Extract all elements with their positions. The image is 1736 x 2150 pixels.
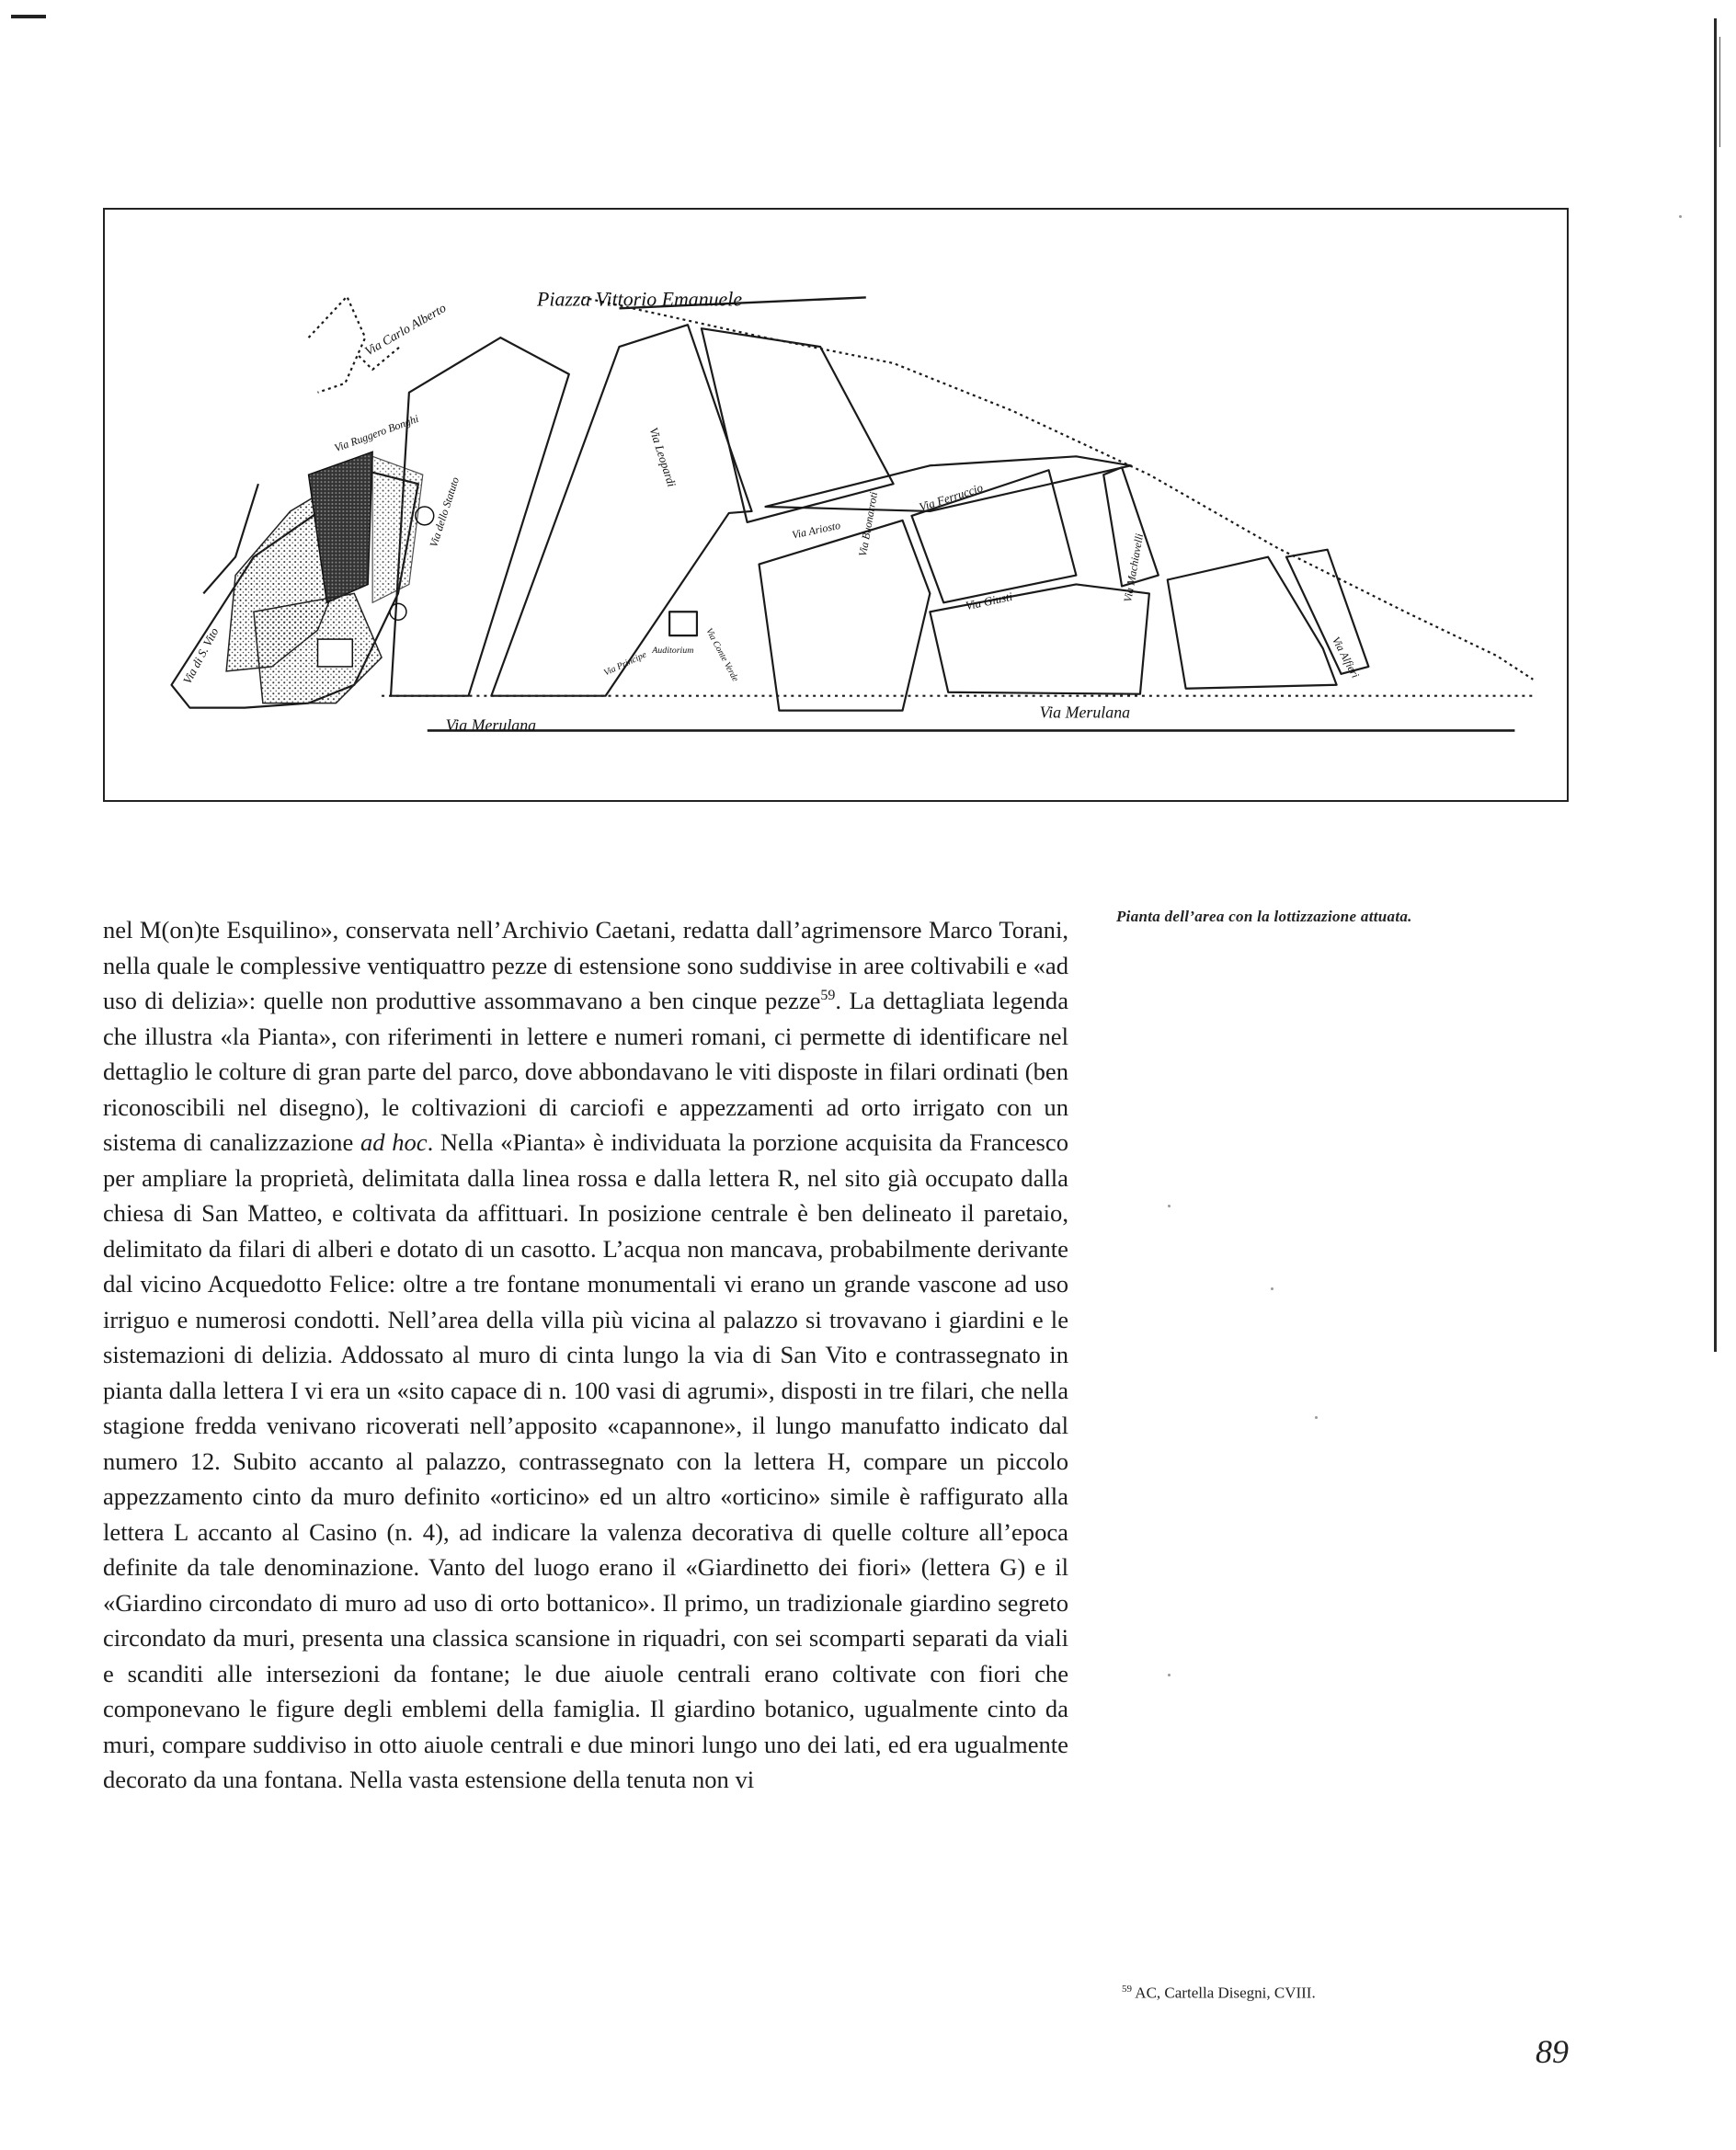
page-number: 89 [1536,2033,1569,2070]
footnote-reference: 59 [820,988,836,1004]
body-text-part2: . La dettagliata legenda che illustra «la Pianta», con riferimenti in lettere e numeri romani, ci permette di identificare nel dettaglio le colture di gran parte del parco, dove abbondavano le viti disposte in filari ordinati (ben riconoscibili nel disegno), le coltivazioni di carciofi e appezzamenti ad orto irrigato con un sistema di canalizzazione [103,987,1068,1156]
street-map [105,210,1567,800]
label-via-ariosto: Via Ariosto [791,518,842,542]
body-text-part3: . Nella «Pianta» è individuata la porzione acquisita da Francesco per ampliare la proprietà, delimitata dalla linea rossa e dalla lettera R, nel sito già occupato dalla chiesa di San Matteo, e coltivata da affittuari. In posizione centrale è ben delineato il paretaio, delimitato da filari di alberi e dotato di un casotto. L’acqua non mancava, probabilmente derivante dal vicino Acquedotto Felice: oltre a tre fontane monumentali vi erano un grande vascone ad uso irriguo e numerosi condotti. Nell’area della villa più vicina al palazzo si trovavano i giardini e le sistemazioni di delizia. Addossato al muro di cinta lungo la via di San Vito e contrassegnato in pianta dalla lettera I vi era un «sito capace di n. 100 vasi di agrumi», disposti in tre filari, che nella stagione fredda venivano ricoverati nell’apposito «capannone», il lungo manufatto indicato dal numero 12. Subito accanto al palazzo, contrassegnato con la lettera H, compare un piccolo appezzamento cinto da muro definito «orticino» ed un altro «orticino» simile è raffigurato alla lettera L accanto al Casino (n. 4), ad indicare la valenza decorativa di quelle colture all’epoca definite da tale denominazione. Vanto del luogo erano il «Giardinetto dei fiori» (lettera G) e il «Giardino circondato di muro ad uso di orto bottanico». Il primo, un tradizionale giardino segreto circondato da muri, presenta una classica scansione in riquadri, con sei scomparti separati da viali e scanditi alle intersezioni da fontane; le due aiuole centrali erano coltivate con fiori che componevano le figure degli emblemi della famiglia. Il giardino botanico, ugualmente cinto da muri, compare suddiviso in otto aiuole centrali e due minori lungo uno dei lati, ed era ugualmente decorato da una fontana. Nella vasta estensione della tenuta non vi [103,1128,1069,1793]
label-via-merulana-right: Via Merulana [1039,703,1131,722]
body-text-part1: nel M(on)te Esquilino», conservata nell’Archivio Caetani, redatta dall’agrimensore Marco Torani, nella quale le complessive ventiquattro pezze di estensione sono suddivise in aree coltivabili e «ad uso di delizia»: quelle non produttive assommavano a ben cinque pezze [103,916,1068,1014]
binding-edge-line [1714,18,1717,1352]
footnote [1122,1984,1582,2003]
footnote-number: 59 [1122,1984,1132,1995]
label-via-buonarroti: Via Buonarroti [855,490,881,558]
scan-speck [1168,1205,1171,1207]
corner-mark [11,15,46,18]
label-via-ruggero: Via Ruggero Bonghi [332,411,421,455]
footnote-text: AC, Cartella Disegni, CVIII. [1132,1984,1316,2002]
label-via-san-vito: Via di S. Vito [179,625,222,687]
binding-edge-line-thin [1719,37,1720,147]
body-text-italic: ad hoc [360,1128,428,1156]
body-paragraph [103,912,1068,1798]
scan-speck [1315,1416,1318,1419]
label-via-leopardi: Via Leopardi [646,425,680,489]
scan-speck [1168,1674,1171,1676]
scan-speck [1679,215,1682,218]
scan-speck [1271,1287,1273,1290]
label-via-machiavelli: Via Machiavelli [1121,532,1147,603]
label-via-statuto: Via dello Statuto [427,475,463,549]
label-via-principe: Via Principe [602,649,648,679]
label-piazza: Piazza Vittorio Emanuele [537,288,743,311]
label-auditorium: Auditorium [652,645,694,656]
label-via-carlo-alberto: Via Carlo Alberto [362,301,450,360]
label-via-conte-verde: Via Conte Verde [703,626,740,684]
label-via-alfieri: Via Alfieri [1329,634,1363,680]
label-via-merulana-left: Via Merulana [445,715,537,735]
label-via-ferruccio: Via Ferruccio [917,480,985,514]
label-via-giusti: Via Giusti [964,589,1014,613]
map-figure [103,208,1569,802]
figure-caption: Pianta dell’area con la lottizzazione attuata. [1116,908,1412,925]
